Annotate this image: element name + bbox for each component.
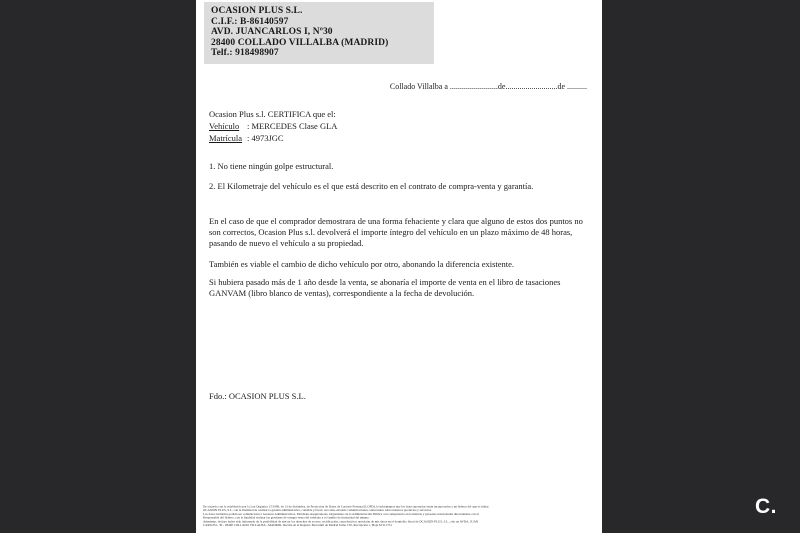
plate-label: Matrícula (209, 132, 243, 143)
company-cif: C.I.F.: B-86140597 (211, 16, 289, 27)
plate-value: : 4973JGC (247, 132, 284, 143)
fine-print-line: Asimismo, declaro haber sido informado de la posibilidad de ejercer los derechos de acceso, rectificación, cancelación y oposición de mis datos en el domicilio fiscal de OCASIÓN PLUS, S.L., sito en AVDA. JUAN (203, 519, 479, 524)
company-header-block (204, 2, 434, 64)
certificate-document (196, 0, 602, 533)
signature-line: Fdo.: OCASION PLUS S.L. (209, 390, 306, 401)
certify-line: Ocasion Plus s.l. CERTIFICA que el: (209, 108, 336, 119)
condition-point-1: 1. No tiene ningún golpe estructural. (209, 160, 334, 171)
paragraph-ganvam: Si hubiera pasado más de 1 año desde la venta, se abonaría el importe de venta en el libro de tasaciones GANVAM (libro blanco de ventas), correspondiente a la fecha de devolución. (209, 276, 561, 298)
paragraph-refund: En el caso de que el comprador demostrara de una forma fehaciente y clara que alguno de estos dos puntos no son correctos, Ocasion Plus s.l. devolverá el importe íntegro del vehículo en un plazo máximo de 48 horas, pasando de nuevo el vehículo a su propiedad. (209, 215, 583, 248)
fine-print-line: De acuerdo con lo establecido por la Ley Orgánica 15/1999, de 13 de diciembre, de Protección de Datos de Carácter Personal (LOPD), le informamos que los datos aportados serán incorporados a un fichero del que es titular (203, 504, 489, 509)
plate-row (209, 133, 589, 144)
vehicle-value: : MERCEDES Clase GLA (247, 120, 338, 131)
fine-print-line: CARLOS I, 30 - 28400 COLLADO VILLALBA - MADRID. Inscrita en el Registro Mercantil de Madrid Tomo 150, Inscripción 1, Hoja M 511731 (203, 523, 392, 527)
fine-print-line: Responsable del fichero, con la finalidad realizar las gestiones de compra venta del vehículo y el cambio de titularidad del mismo. (203, 515, 370, 520)
date-line: Collado Villalba a ........................de..........................de .......... (389, 81, 587, 91)
company-name: OCASION PLUS S.L. (211, 6, 303, 16)
paragraph-exchange: También es viable el cambio de dicho vehículo por otro, abonando la diferencia existente. (209, 258, 515, 269)
coches-brand-logo: C. (755, 495, 777, 518)
fine-print-line: Los datos incluidos podrán ser comunicados a Gestores Administrativos, Entidades Aseguradoras, Organismos de la Administración Pública con competencia en la materia y personas relacionadas directamente con el (203, 512, 479, 516)
vehicle-label: Vehículo (209, 120, 240, 131)
document-body (196, 81, 602, 402)
vehicle-row (209, 121, 589, 132)
company-city: 28400 COLLADO VILLALBA (MADRID) (211, 37, 389, 48)
fine-print-line: OCASIÓN PLUS, S.L. con la finalidad de realizar la gestión administrativa, contable y fiscal, así como enviarle comunicaciones comerciales sobre nuestros productos y servicios. (203, 508, 432, 512)
company-address: AVD. JUANCARLOS I, Nº30 (211, 27, 333, 37)
company-phone: Telf.: 918498907 (211, 48, 279, 58)
legal-fine-print (203, 505, 609, 527)
condition-point-2: 2. El Kilometraje del vehículo es el que está descrito en el contrato de compra-venta y garantía. (209, 180, 534, 191)
